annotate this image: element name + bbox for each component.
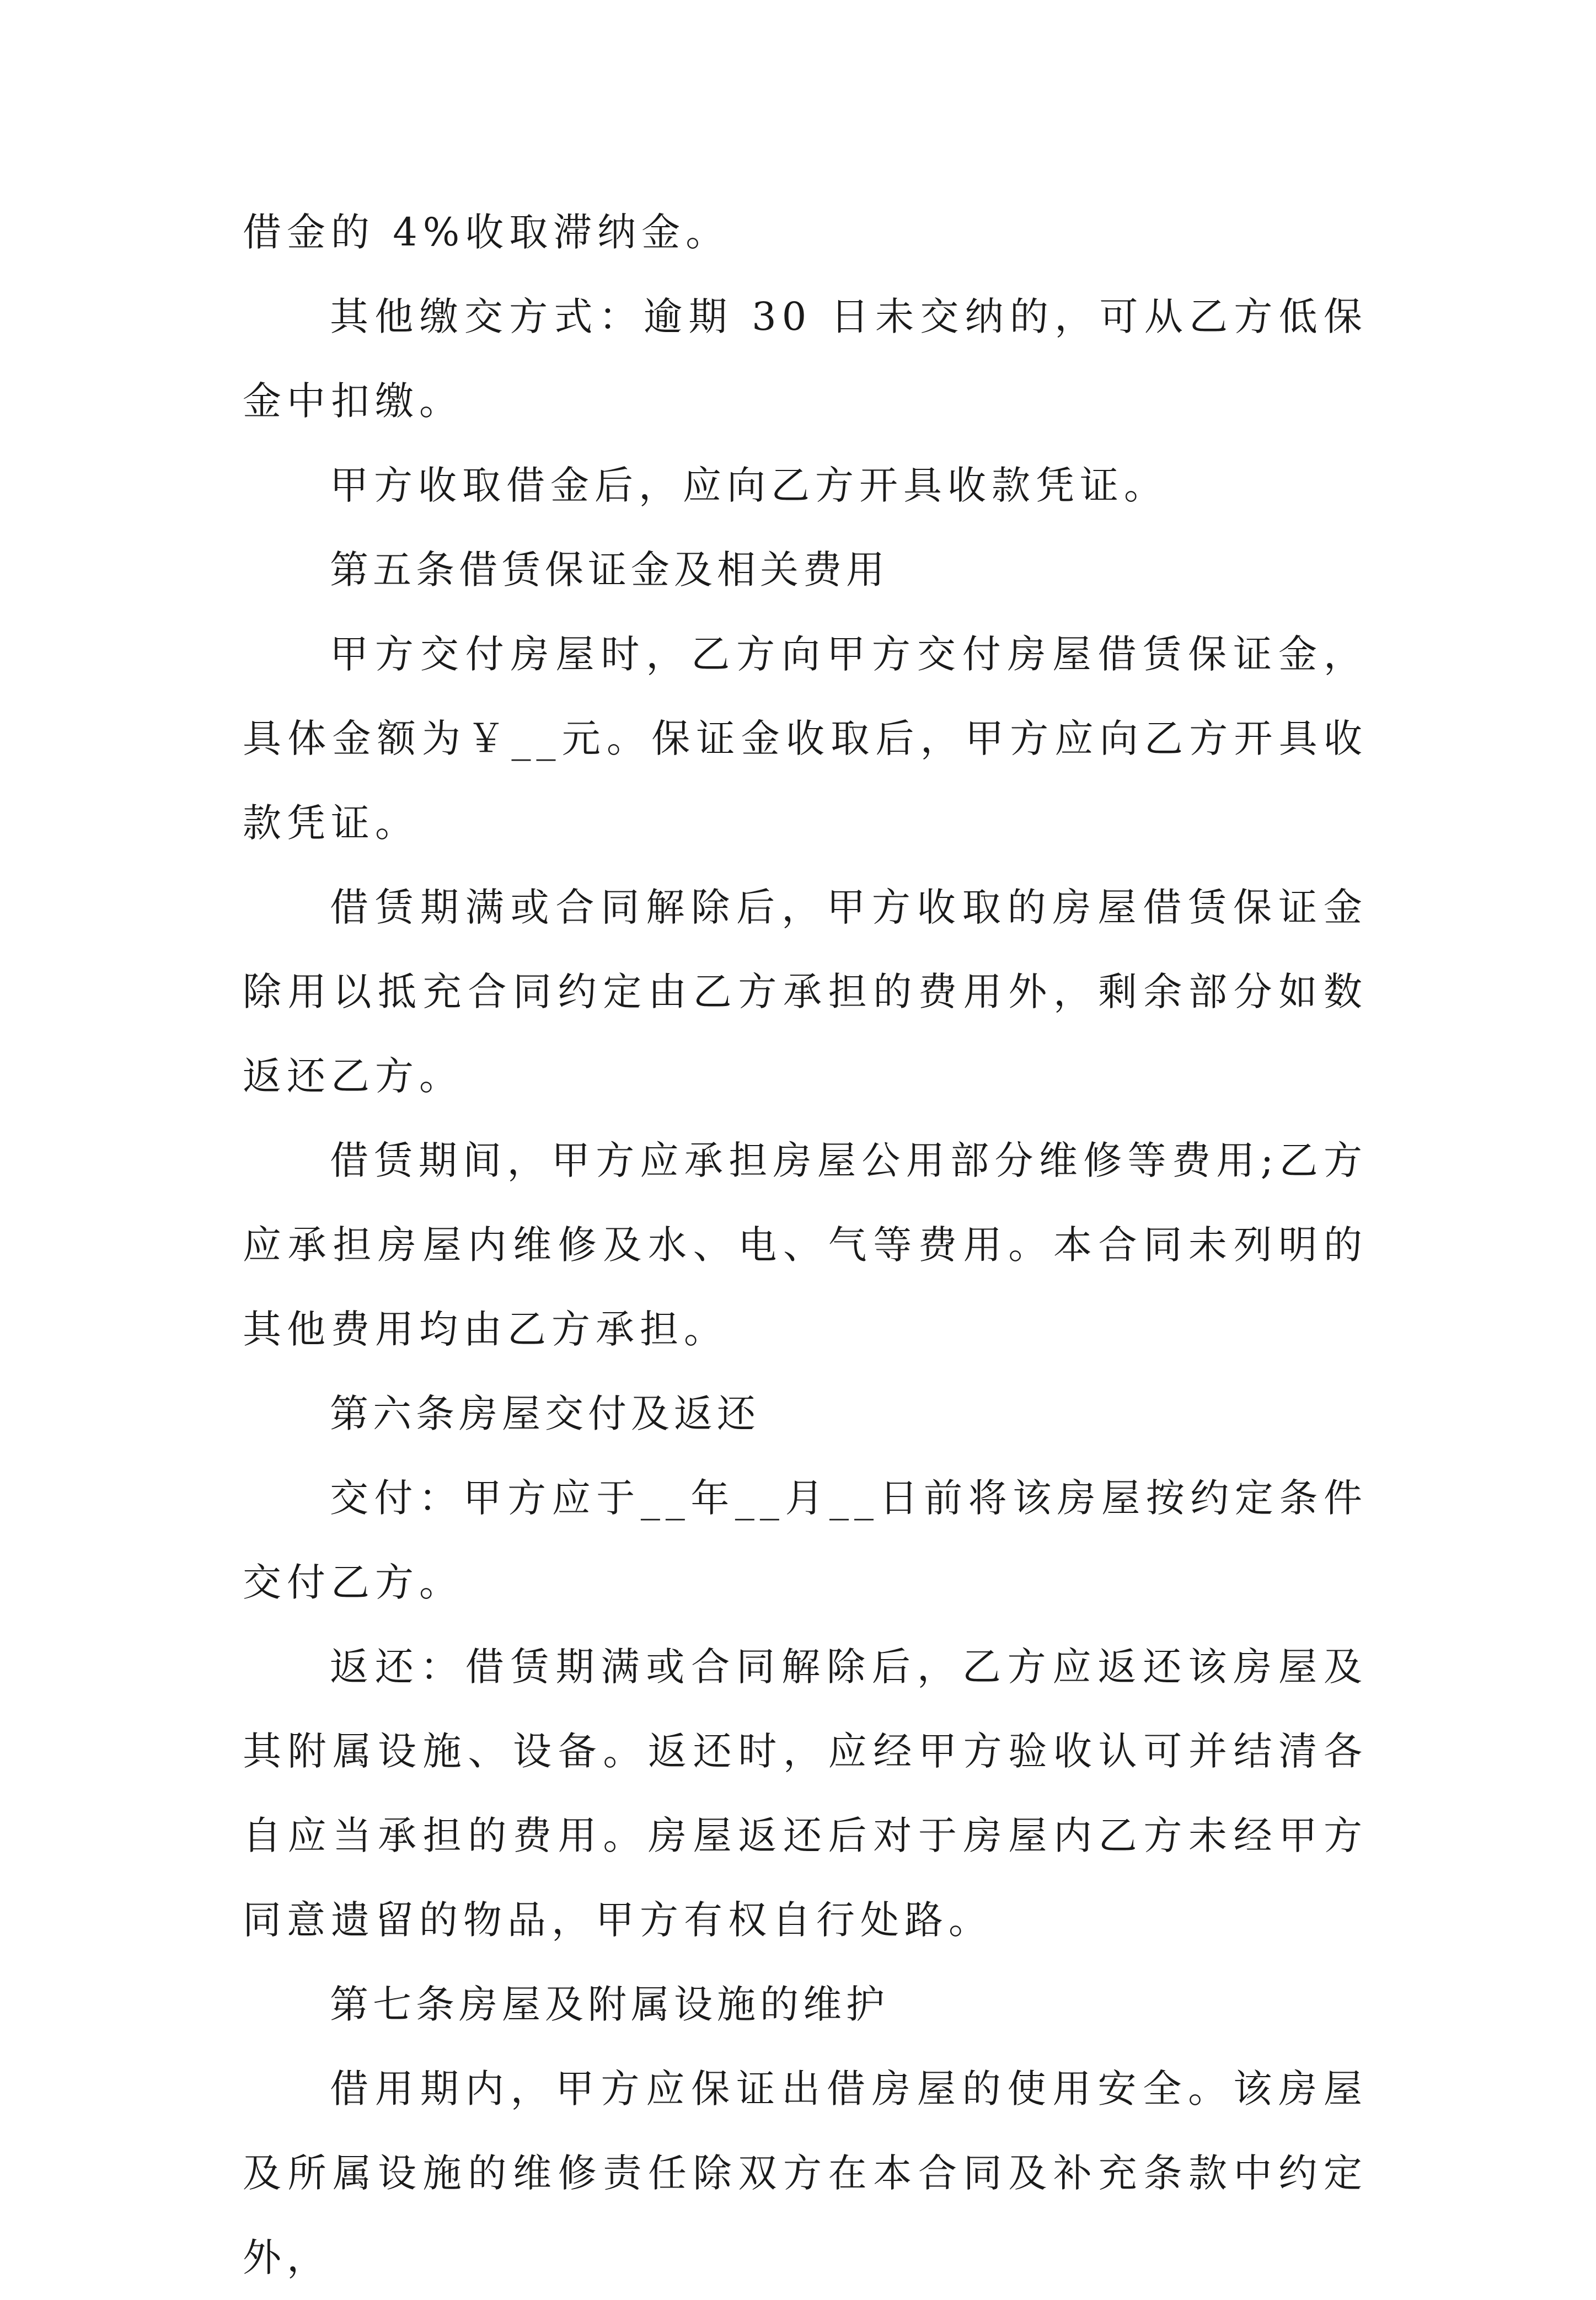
article-7-heading: 第七条房屋及附属设施的维护 — [330, 1982, 889, 2027]
paragraph-maintenance: 借用期内，甲方应保证出借房屋的使用安全。该房屋及所属设施的维修责任除双方在本合同及补充条款中约定外， — [243, 2066, 1368, 2280]
paragraph-receipt: 甲方收取借金后，应向乙方开具收款凭证。 — [330, 463, 1168, 508]
paragraph-delivery: 交付：甲方应于__年__月__日前将该房屋按约定条件交付乙方。 — [243, 1475, 1368, 1605]
article-5-heading: 第五条借赁保证金及相关费用 — [330, 547, 889, 592]
paragraph-expenses: 借赁期间，甲方应承担房屋公用部分维修等费用;乙方应承担房屋内维修及水、电、气等费用。本合同未列明的其他费用均由乙方承担。 — [243, 1138, 1368, 1352]
paragraph-deposit: 甲方交付房屋时，乙方向甲方交付房屋借赁保证金，具体金额为￥__元。保证金收取后，甲方应向乙方开具收款凭证。 — [243, 632, 1368, 846]
paragraph-late-fee: 借金的 4%收取滞纳金。 — [243, 210, 730, 255]
paragraph-other-payment: 其他缴交方式：逾期 30 日未交纳的，可从乙方低保金中扣缴。 — [243, 294, 1368, 424]
article-6-heading: 第六条房屋交付及返还 — [330, 1391, 760, 1436]
paragraph-return: 返还：借赁期满或合同解除后，乙方应返还该房屋及其附属设施、设备。返还时，应经甲方验收认可并结清各自应当承担的费用。房屋返还后对于房屋内乙方未经甲方同意遗留的物品，甲方有权自行处路。 — [243, 1644, 1368, 1943]
document-body — [243, 190, 1368, 2300]
paragraph-deposit-return: 借赁期满或合同解除后，甲方收取的房屋借赁保证金除用以抵充合同约定由乙方承担的费用外，剩余部分如数返还乙方。 — [243, 885, 1368, 1099]
